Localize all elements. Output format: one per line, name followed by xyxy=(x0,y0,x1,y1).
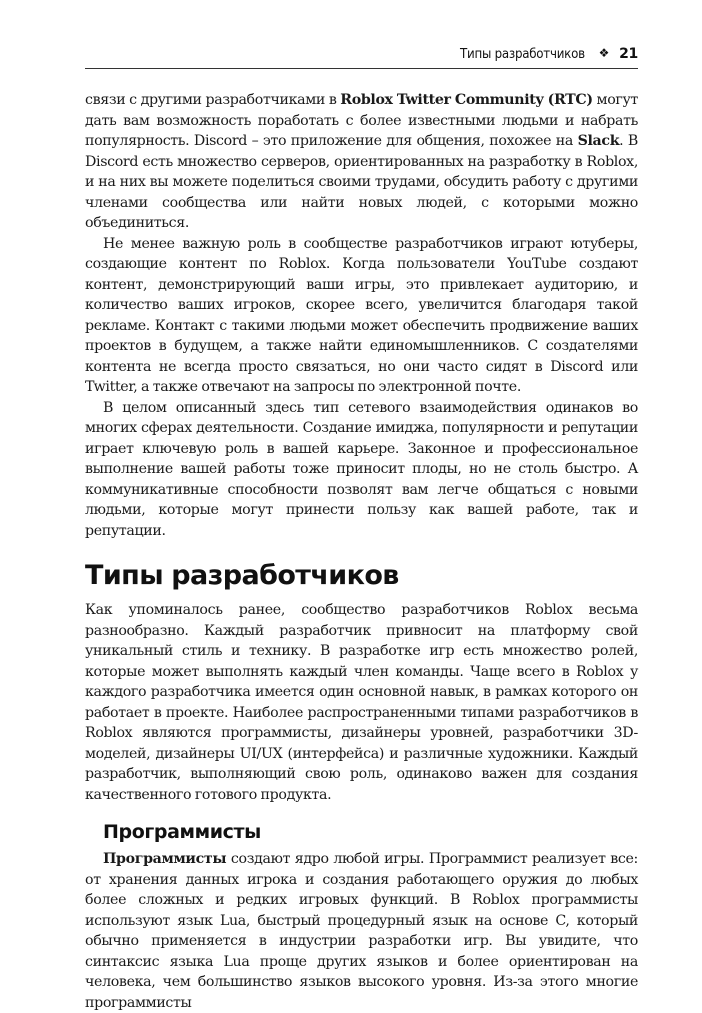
page-number: 21 xyxy=(619,46,638,62)
subsection-heading: Программисты xyxy=(103,821,261,843)
bold-term: Roblox Twitter Community (RTC) xyxy=(340,92,593,108)
page-body xyxy=(85,90,638,1013)
running-head xyxy=(85,46,638,69)
paragraph: Не менее важную роль в сообществе разработчиков играют ютуберы, создающие контент по Roblox. Когда пользователи YouTube создают контент, демонстрирующий ваши игры, это привлекает аудиторию, и количество ваших игроков, скорее всего, увеличится благодаря такой рекламе. Контакт с такими людьми может обеспечить продвижение ваших проектов в будущем, а также найти единомышленников. С создателями контента не всегда просто связаться, но они часто сидят в Discord или Twitter, а также отвечают на запросы по электронной почте. xyxy=(85,235,638,395)
bold-term: Slack xyxy=(577,133,620,149)
paragraph: Как упоминалось ранее, сообщество разработчиков Roblox весьма разнообразно. Каждый разработчик привносит на платформу свой уникальный стиль и технику. В разработке игр есть множество ролей, которые может выполнять каждый член команды. Чаще всего в Roblox у каждого разработчика имеется один основной навык, в рамках которого он работает в проекте. Наиболее распространенными типами разработчиков в Roblox являются программисты, дизайнеры уровней, разработчики 3D-моделей, дизайнеры UI/UX (интерфейса) и различные художники. Каждый разработчик, выполняющий свою роль, одинаково важен для создания качественного готового продукта. xyxy=(85,602,638,803)
paragraph: Программисты создают ядро любой игры. Программист реализует все: от хранения данных игрока и создания работающего оружия до любых более сложных и редких игровых функций. В Roblox программисты используют язык Lua, быстрый процедурный язык на основе C, который обычно применяется в индустрии разработки игр. Вы увидите, что синтаксис языка Lua проще других языков и более ориентирован на человека, чем большинство языков высокого уровня. Из-за этого многие программисты xyxy=(85,851,638,1011)
section-heading: Типы разработчиков xyxy=(85,560,399,591)
bold-term: Программисты xyxy=(103,851,227,867)
paragraph: В целом описанный здесь тип сетевого взаимодействия одинаков во многих сферах деятельности. Создание имиджа, популярности и репутации играет ключевую роль в вашей карьере. Законное и профессиональное выполнение вашей работы тоже приносит плоды, но не столь быстро. А коммуникативные способности позволят вам легче общаться с новыми людьми, которые могут принести пользу как вашей работе, так и репутации. xyxy=(85,399,638,539)
diamond-ornament-icon: ❖ xyxy=(598,46,610,60)
paragraph: связи с другими разработчиками в Roblox Twitter Community (RTC) могут дать вам возможность поработать с более известными людьми и набрать популярность. Discord – это приложение для общения, похожее на Slack. В Discord есть множество серверов, ориентированных на разработку в Roblox, и на них вы можете поделиться своими трудами, обсудить работу с другими членами сообщества или найти новых людей, с которыми можно объединиться. xyxy=(85,92,638,231)
running-head-title: Типы разработчиков xyxy=(459,46,585,62)
